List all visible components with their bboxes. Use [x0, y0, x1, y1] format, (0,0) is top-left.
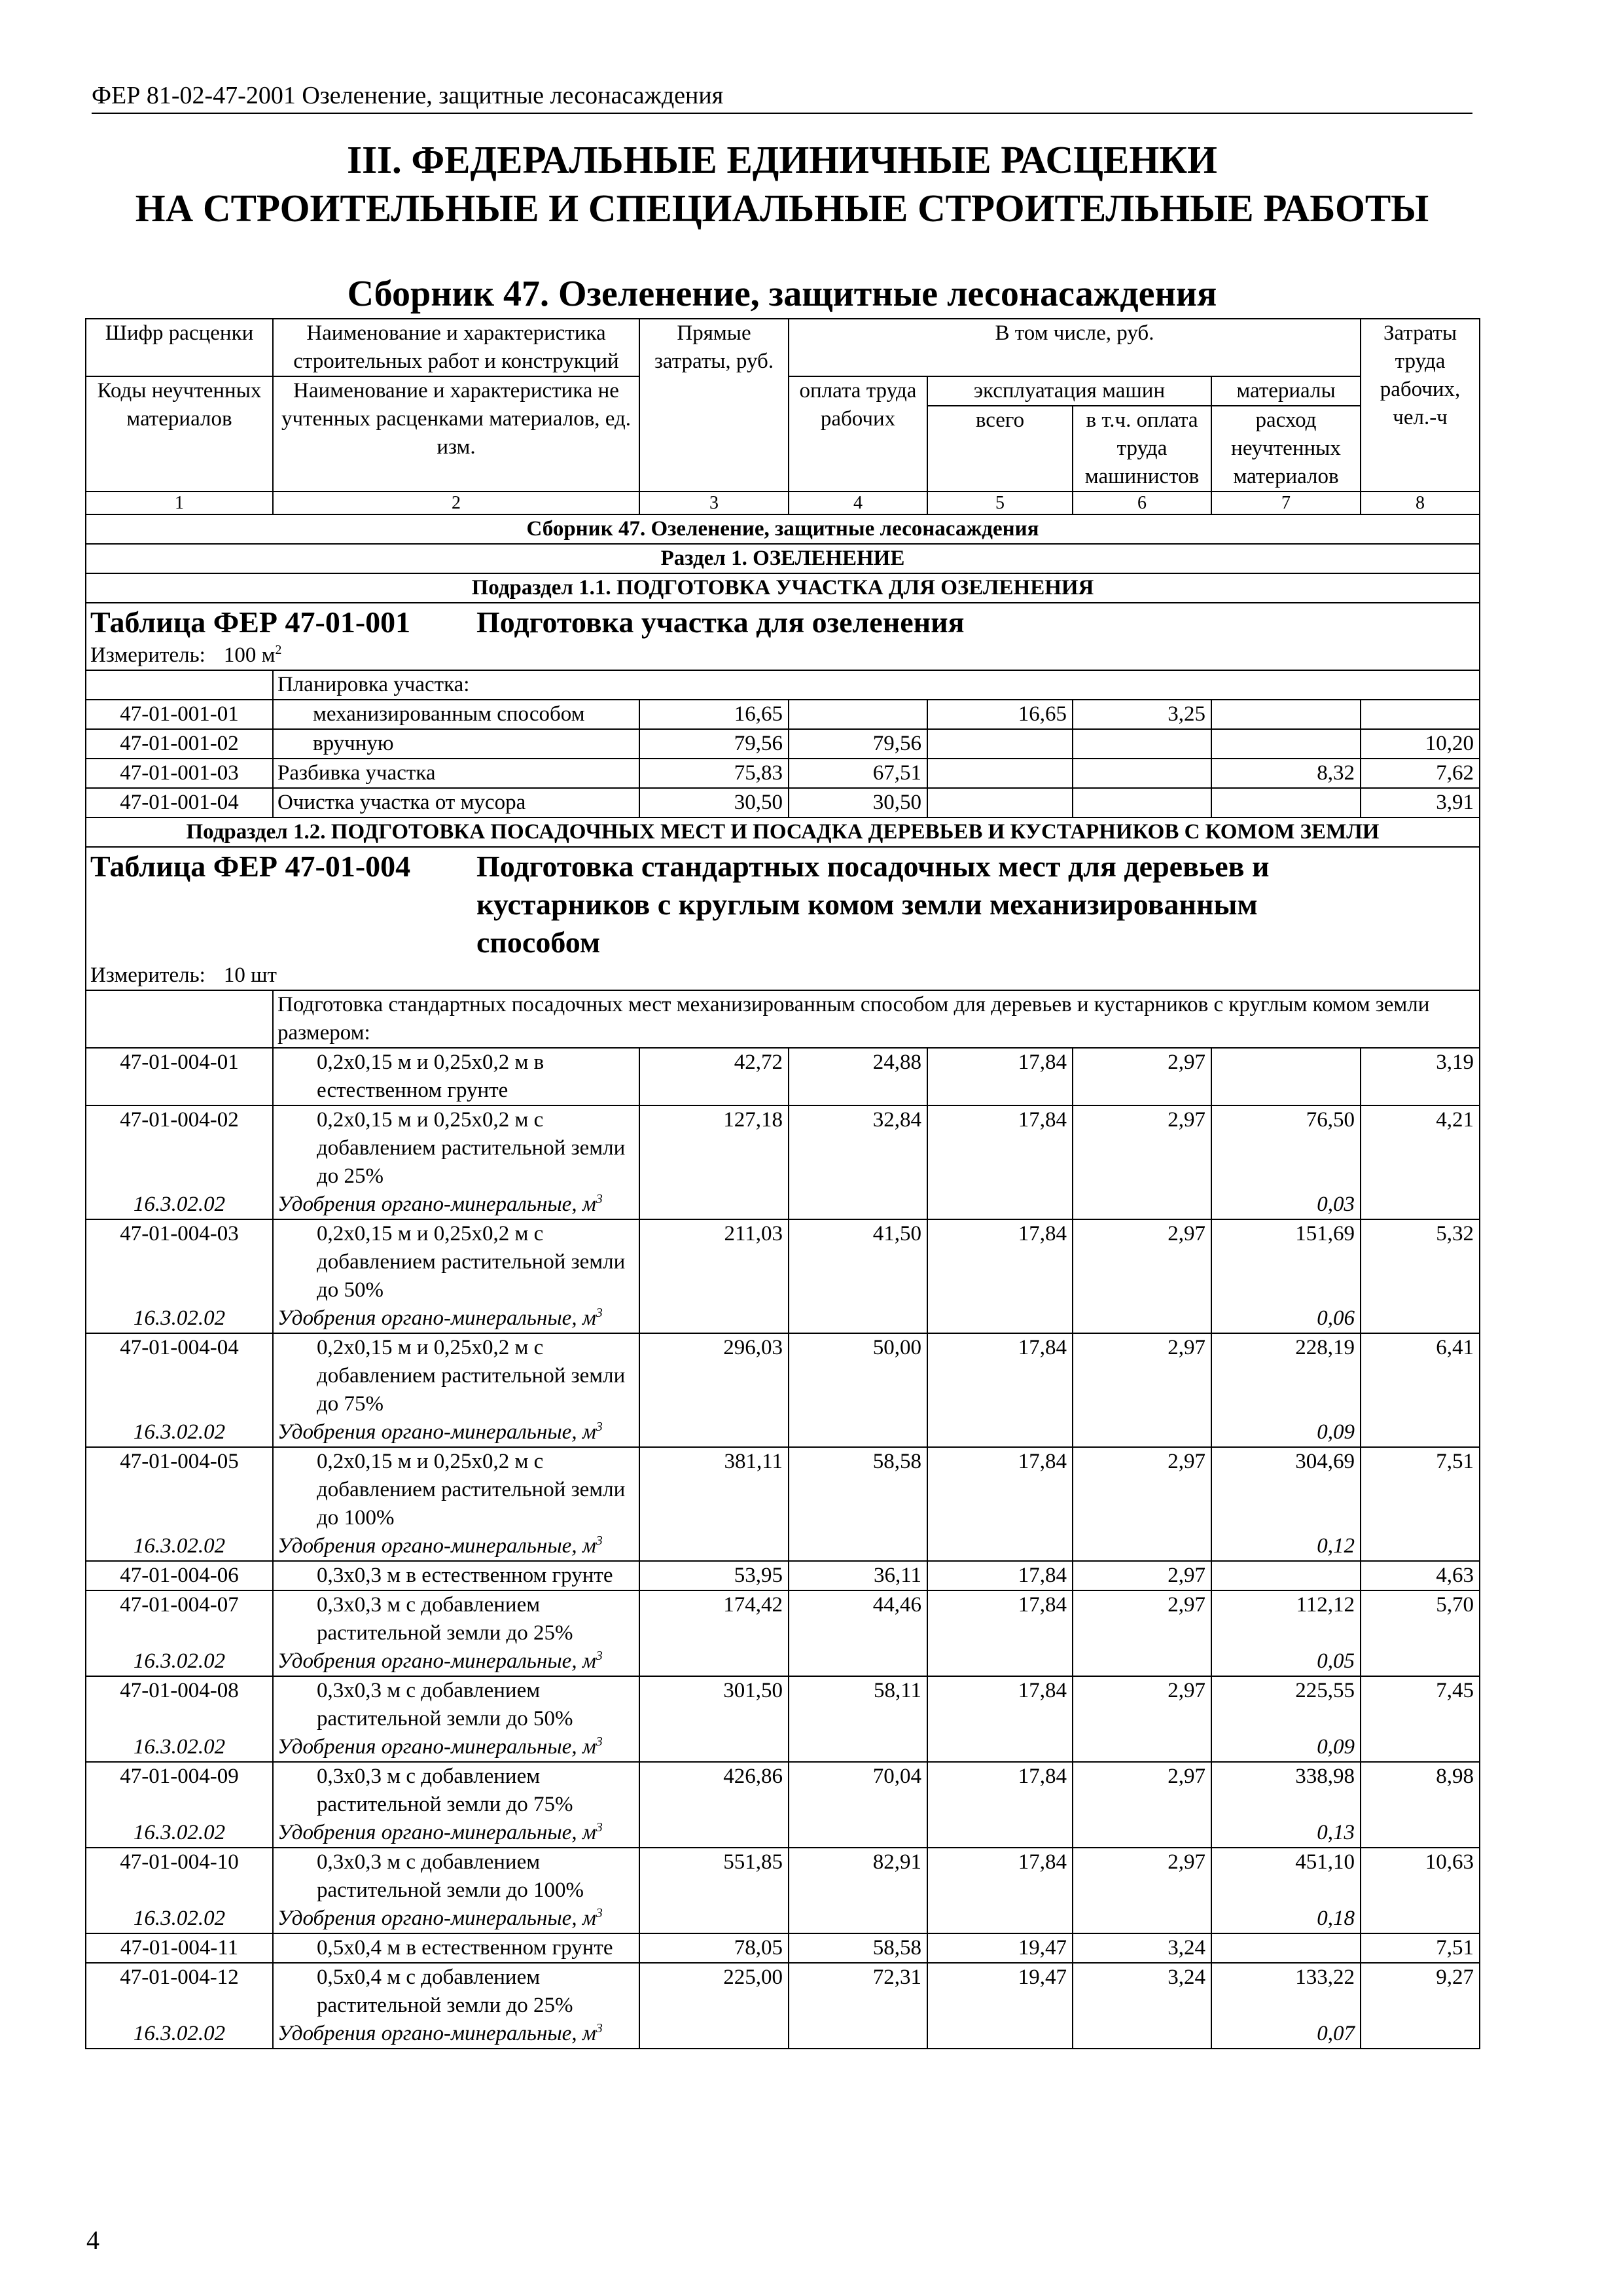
value-c8: 10,63 [1361, 1848, 1480, 1905]
work-name: 0,2х0,15 м и 0,25х0,2 м с добавлением растительной земли до 50% [273, 1219, 639, 1304]
column-number: 2 [273, 492, 639, 514]
value-c5: 17,84 [927, 1848, 1073, 1905]
material-unit-sup: 3 [596, 1192, 603, 1206]
empty-cell [1361, 1647, 1480, 1676]
table-code: Таблица ФЕР 47-01-004 [90, 850, 411, 883]
material-code: 16.3.02.02 [86, 1819, 273, 1848]
empty-cell [639, 1647, 789, 1676]
material-unit-sup: 3 [596, 1534, 603, 1548]
work-name: 0,2х0,15 м и 0,25х0,2 м в естественном грунте [273, 1048, 639, 1105]
value-c4: 79,56 [789, 729, 927, 759]
empty-cell [639, 1532, 789, 1561]
table-code: Таблица ФЕР 47-01-001 [90, 605, 411, 639]
intro-row [86, 990, 1480, 1048]
meter-unit-sup: 2 [275, 643, 282, 657]
value-c5: 16,65 [927, 700, 1073, 729]
work-name: 0,3х0,3 м с добавлением растительной земли до 75% [273, 1762, 639, 1819]
empty-cell [789, 1532, 927, 1561]
material-name-text: Удобрения органо-минеральные, м [277, 1306, 596, 1330]
rates-table [85, 318, 1480, 2049]
table-row [86, 788, 1480, 817]
meter-value: 10 шт [223, 963, 277, 987]
value-c8: 8,98 [1361, 1762, 1480, 1819]
value-c5: 17,84 [927, 1676, 1073, 1733]
rate-code: 47-01-004-10 [86, 1848, 273, 1905]
material-quantity: 0,07 [1211, 2020, 1361, 2049]
value-c4: 50,00 [789, 1333, 927, 1418]
rate-code: 47-01-004-01 [86, 1048, 273, 1105]
header-labor-costs: Затраты труда рабочих, чел.-ч [1361, 319, 1480, 492]
material-name [273, 1647, 639, 1676]
empty-cell [639, 1304, 789, 1333]
rate-code: 47-01-004-09 [86, 1762, 273, 1819]
material-row [86, 1304, 1480, 1333]
empty-cell [927, 2020, 1073, 2049]
value-c4: 58,58 [789, 1933, 927, 1963]
table-row [86, 1848, 1480, 1905]
value-c6: 3,24 [1073, 1963, 1211, 2020]
value-c7 [1211, 788, 1361, 817]
value-c6: 2,97 [1073, 1048, 1211, 1105]
empty-cell [1073, 1418, 1211, 1447]
material-row [86, 1647, 1480, 1676]
empty-cell [1073, 1733, 1211, 1762]
document-title-line-2: НА СТРОИТЕЛЬНЫЕ И СПЕЦИАЛЬНЫЕ СТРОИТЕЛЬНЫЕ РАБОТЫ [135, 187, 1429, 230]
empty-cell [1361, 1191, 1480, 1219]
empty-cell [1073, 1647, 1211, 1676]
material-name-text: Удобрения органо-минеральные, м [277, 1735, 596, 1759]
value-c3: 225,00 [639, 1963, 789, 2020]
value-c4 [789, 700, 927, 729]
value-c8: 6,41 [1361, 1333, 1480, 1418]
rate-code: 47-01-001-04 [86, 788, 273, 817]
column-number: 6 [1073, 492, 1211, 514]
material-code: 16.3.02.02 [86, 1905, 273, 1933]
material-quantity: 0,18 [1211, 1905, 1361, 1933]
value-c6: 2,97 [1073, 1561, 1211, 1590]
value-c3: 301,50 [639, 1676, 789, 1733]
rate-code: 47-01-004-11 [86, 1933, 273, 1963]
value-c5: 17,84 [927, 1762, 1073, 1819]
table-intro: Планировка участка: [273, 670, 1480, 700]
empty-cell [1073, 2020, 1211, 2049]
rate-code: 47-01-004-02 [86, 1105, 273, 1191]
subsection-title: Подраздел 1.2. ПОДГОТОВКА ПОСАДОЧНЫХ МЕСТ И ПОСАДКА ДЕРЕВЬЕВ И КУСТАРНИКОВ С КОМОМ ЗЕМЛИ [86, 817, 1480, 847]
value-c5 [927, 759, 1073, 788]
value-c4: 67,51 [789, 759, 927, 788]
empty-cell [1361, 1532, 1480, 1561]
table-row [86, 729, 1480, 759]
work-name: Разбивка участка [273, 759, 639, 788]
empty-cell [789, 1304, 927, 1333]
table-row [86, 1219, 1480, 1304]
material-name [273, 1905, 639, 1933]
header-including: В том числе, руб. [789, 319, 1361, 376]
value-c5: 17,84 [927, 1561, 1073, 1590]
material-code: 16.3.02.02 [86, 1647, 273, 1676]
table-heading-row [86, 603, 1480, 641]
rate-code: 47-01-001-02 [86, 729, 273, 759]
work-name: 0,3х0,3 м в естественном грунте [273, 1561, 639, 1590]
empty-cell [789, 1418, 927, 1447]
material-name-text: Удобрения органо-минеральные, м [277, 1907, 596, 1930]
value-c5: 17,84 [927, 1447, 1073, 1532]
value-c8: 7,51 [1361, 1933, 1480, 1963]
value-c7 [1211, 1561, 1361, 1590]
rate-code: 47-01-001-03 [86, 759, 273, 788]
value-c7 [1211, 1933, 1361, 1963]
empty-cell [789, 1647, 927, 1676]
value-c7: 451,10 [1211, 1848, 1361, 1905]
rate-code: 47-01-001-01 [86, 700, 273, 729]
material-row [86, 1733, 1480, 1762]
value-c5: 17,84 [927, 1105, 1073, 1191]
empty-cell [789, 1191, 927, 1219]
empty-cell [927, 1191, 1073, 1219]
empty-cell [789, 2020, 927, 2049]
value-c7: 304,69 [1211, 1447, 1361, 1532]
empty-cell [1361, 2020, 1480, 2049]
header-unaccounted-codes: Коды неучтенных материалов [86, 376, 273, 492]
material-unit-sup: 3 [596, 1734, 603, 1749]
value-c7: 8,32 [1211, 759, 1361, 788]
value-c8: 4,63 [1361, 1561, 1480, 1590]
column-numbers-row [86, 492, 1480, 514]
empty-cell [927, 1905, 1073, 1933]
value-c4: 72,31 [789, 1963, 927, 2020]
value-c6: 2,97 [1073, 1848, 1211, 1905]
material-name [273, 1191, 639, 1219]
value-c5: 17,84 [927, 1333, 1073, 1418]
column-number: 3 [639, 492, 789, 514]
empty-cell [927, 1418, 1073, 1447]
table-intro: Подготовка стандартных посадочных мест механизированным способом для деревьев и кустарников с круглым комом земли размером: [273, 990, 1480, 1048]
work-name: Очистка участка от мусора [273, 788, 639, 817]
value-c6: 3,25 [1073, 700, 1211, 729]
material-name [273, 1819, 639, 1848]
table-row [86, 1933, 1480, 1963]
rate-code: 47-01-004-03 [86, 1219, 273, 1304]
value-c4: 30,50 [789, 788, 927, 817]
value-c6 [1073, 729, 1211, 759]
value-c3: 75,83 [639, 759, 789, 788]
empty-cell [927, 1819, 1073, 1848]
value-c5: 17,84 [927, 1048, 1073, 1105]
column-number: 7 [1211, 492, 1361, 514]
subsection-row [86, 573, 1480, 603]
empty-cell [927, 1532, 1073, 1561]
material-name [273, 1532, 639, 1561]
material-code: 16.3.02.02 [86, 1191, 273, 1219]
collection-title: Сборник 47. Озеленение, защитные лесонасаждения [86, 514, 1480, 544]
table-row [86, 1048, 1480, 1105]
value-c8 [1361, 700, 1480, 729]
empty-cell [639, 1191, 789, 1219]
value-c3: 127,18 [639, 1105, 789, 1191]
header-machines-labor: в т.ч. оплата труда машинистов [1073, 406, 1211, 492]
value-c4: 82,91 [789, 1848, 927, 1905]
value-c8: 7,45 [1361, 1676, 1480, 1733]
work-name: вручную [273, 729, 639, 759]
table-row [86, 1590, 1480, 1647]
header-code: Шифр расценки [86, 319, 273, 376]
value-c6: 2,97 [1073, 1676, 1211, 1733]
table-title: Подготовка участка для озеленения [476, 605, 965, 639]
value-c3: 30,50 [639, 788, 789, 817]
table-row [86, 700, 1480, 729]
empty-cell [1073, 1304, 1211, 1333]
value-c8: 4,21 [1361, 1105, 1480, 1191]
value-c3: 42,72 [639, 1048, 789, 1105]
empty-cell [789, 1905, 927, 1933]
rate-code: 47-01-004-06 [86, 1561, 273, 1590]
empty-cell [1361, 1905, 1480, 1933]
subsection-row [86, 817, 1480, 847]
value-c7 [1211, 700, 1361, 729]
material-name-text: Удобрения органо-минеральные, м [277, 1649, 596, 1673]
material-name [273, 1304, 639, 1333]
value-c3: 551,85 [639, 1848, 789, 1905]
meter-row [86, 961, 1480, 990]
meter-label: Измеритель: [90, 963, 205, 987]
material-unit-sup: 3 [596, 1820, 603, 1835]
value-c3: 53,95 [639, 1561, 789, 1590]
intro-row [86, 670, 1480, 700]
header-machines: эксплуатация машин [927, 376, 1211, 406]
empty-cell [1073, 1532, 1211, 1561]
value-c3: 16,65 [639, 700, 789, 729]
collection-row [86, 514, 1480, 544]
subsection-title: Подраздел 1.1. ПОДГОТОВКА УЧАСТКА ДЛЯ ОЗЕЛЕНЕНИЯ [86, 573, 1480, 603]
material-quantity: 0,03 [1211, 1191, 1361, 1219]
running-header: ФЕР 81-02-47-2001 Озеленение, защитные лесонасаждения [92, 81, 1472, 114]
empty-cell [1073, 1905, 1211, 1933]
value-c6 [1073, 759, 1211, 788]
empty-cell [639, 1418, 789, 1447]
value-c8: 5,70 [1361, 1590, 1480, 1647]
material-quantity: 0,09 [1211, 1418, 1361, 1447]
work-name: 0,2х0,15 м и 0,25х0,2 м с добавлением растительной земли до 75% [273, 1333, 639, 1418]
material-unit-sup: 3 [596, 1649, 603, 1663]
value-c3: 426,86 [639, 1762, 789, 1819]
value-c4: 32,84 [789, 1105, 927, 1191]
value-c7: 225,55 [1211, 1676, 1361, 1733]
material-quantity: 0,12 [1211, 1532, 1361, 1561]
empty-cell [789, 1819, 927, 1848]
material-name [273, 1418, 639, 1447]
value-c6: 2,97 [1073, 1219, 1211, 1304]
value-c4: 44,46 [789, 1590, 927, 1647]
value-c8: 7,51 [1361, 1447, 1480, 1532]
material-row [86, 1418, 1480, 1447]
column-number: 4 [789, 492, 927, 514]
material-unit-sup: 3 [596, 2021, 603, 2036]
value-c4: 24,88 [789, 1048, 927, 1105]
work-name: 0,5х0,4 м с добавлением растительной земли до 25% [273, 1963, 639, 2020]
header-name: Наименование и характеристика строительных работ и конструкций [273, 319, 639, 376]
collection-heading: Сборник 47. Озеленение, защитные лесонасаждения [347, 274, 1217, 314]
header-materials: материалы [1211, 376, 1361, 406]
material-name-text: Удобрения органо-минеральные, м [277, 1821, 596, 1844]
empty-cell [927, 1647, 1073, 1676]
value-c3: 78,05 [639, 1933, 789, 1963]
work-name: 0,3х0,3 м с добавлением растительной земли до 25% [273, 1590, 639, 1647]
value-c6: 3,24 [1073, 1933, 1211, 1963]
material-name-text: Удобрения органо-минеральные, м [277, 1420, 596, 1444]
empty-cell [927, 1733, 1073, 1762]
table-row [86, 1333, 1480, 1418]
table-row [86, 759, 1480, 788]
value-c3: 211,03 [639, 1219, 789, 1304]
rate-code: 47-01-004-12 [86, 1963, 273, 2020]
meter-value: 100 м [223, 643, 276, 667]
column-number: 5 [927, 492, 1073, 514]
rate-code: 47-01-004-08 [86, 1676, 273, 1733]
value-c7 [1211, 729, 1361, 759]
page-number: 4 [86, 2225, 99, 2255]
material-code: 16.3.02.02 [86, 2020, 273, 2049]
value-c5 [927, 729, 1073, 759]
rate-code: 47-01-004-05 [86, 1447, 273, 1532]
empty-cell [1073, 1819, 1211, 1848]
empty-cell [1361, 1819, 1480, 1848]
empty-cell [789, 1733, 927, 1762]
material-row [86, 1532, 1480, 1561]
material-unit-sup: 3 [596, 1906, 603, 1920]
table-heading-row [86, 847, 1480, 961]
material-unit-sup: 3 [596, 1420, 603, 1434]
material-name-text: Удобрения органо-минеральные, м [277, 2022, 596, 2045]
value-c5 [927, 788, 1073, 817]
header-labor-pay: оплата труда рабочих [789, 376, 927, 492]
material-name [273, 2020, 639, 2049]
value-c5: 19,47 [927, 1963, 1073, 2020]
empty-cell [1361, 1304, 1480, 1333]
value-c4: 36,11 [789, 1561, 927, 1590]
material-quantity: 0,09 [1211, 1733, 1361, 1762]
meter-label: Измеритель: [90, 643, 205, 667]
value-c3: 296,03 [639, 1333, 789, 1418]
table-row [86, 1762, 1480, 1819]
value-c4: 58,58 [789, 1447, 927, 1532]
value-c8: 3,19 [1361, 1048, 1480, 1105]
empty-cell [639, 1819, 789, 1848]
value-c7: 151,69 [1211, 1219, 1361, 1304]
work-name: 0,3х0,3 м с добавлением растительной земли до 50% [273, 1676, 639, 1733]
header-materials-use: расход неучтенных материалов [1211, 406, 1361, 492]
meter-row [86, 641, 1480, 670]
material-name-text: Удобрения органо-минеральные, м [277, 1193, 596, 1216]
value-c7: 338,98 [1211, 1762, 1361, 1819]
value-c6: 2,97 [1073, 1590, 1211, 1647]
material-name-text: Удобрения органо-минеральные, м [277, 1534, 596, 1558]
table-row [86, 1676, 1480, 1733]
empty-cell [639, 1905, 789, 1933]
header-row-1 [86, 319, 1480, 376]
table-row [86, 1447, 1480, 1532]
value-c6: 2,97 [1073, 1333, 1211, 1418]
value-c3: 79,56 [639, 729, 789, 759]
value-c6: 2,97 [1073, 1447, 1211, 1532]
material-row [86, 1819, 1480, 1848]
table-title: Подготовка стандартных посадочных мест для деревьев и кустарников с круглым комом земли механизированным способом [476, 850, 1270, 959]
material-code: 16.3.02.02 [86, 1733, 273, 1762]
work-name: 0,2х0,15 м и 0,25х0,2 м с добавлением растительной земли до 25% [273, 1105, 639, 1191]
work-name: 0,2х0,15 м и 0,25х0,2 м с добавлением растительной земли до 100% [273, 1447, 639, 1532]
material-quantity: 0,05 [1211, 1647, 1361, 1676]
value-c7: 133,22 [1211, 1963, 1361, 2020]
value-c6: 2,97 [1073, 1105, 1211, 1191]
value-c8: 3,91 [1361, 788, 1480, 817]
material-name [273, 1733, 639, 1762]
value-c5: 19,47 [927, 1933, 1073, 1963]
material-code: 16.3.02.02 [86, 1304, 273, 1333]
value-c4: 58,11 [789, 1676, 927, 1733]
section-row [86, 544, 1480, 573]
value-c8: 7,62 [1361, 759, 1480, 788]
material-quantity: 0,06 [1211, 1304, 1361, 1333]
material-row [86, 1905, 1480, 1933]
column-number: 1 [86, 492, 273, 514]
value-c7: 76,50 [1211, 1105, 1361, 1191]
empty-cell [1073, 1191, 1211, 1219]
material-row [86, 2020, 1480, 2049]
value-c8: 5,32 [1361, 1219, 1480, 1304]
value-c6: 2,97 [1073, 1762, 1211, 1819]
document-title-line-1: III. ФЕДЕРАЛЬНЫЕ ЕДИНИЧНЫЕ РАСЦЕНКИ [347, 138, 1217, 181]
value-c6 [1073, 788, 1211, 817]
table-row [86, 1561, 1480, 1590]
rate-code: 47-01-004-07 [86, 1590, 273, 1647]
empty-cell [639, 2020, 789, 2049]
empty-cell [927, 1304, 1073, 1333]
table-row [86, 1105, 1480, 1191]
header-unaccounted-name: Наименование и характеристика не учтенных расценками материалов, ед. изм. [273, 376, 639, 492]
header-machines-total: всего [927, 406, 1073, 492]
value-c5: 17,84 [927, 1590, 1073, 1647]
value-c5: 17,84 [927, 1219, 1073, 1304]
work-name: 0,3х0,3 м с добавлением растительной земли до 100% [273, 1848, 639, 1905]
header-direct-costs: Прямые затраты, руб. [639, 319, 789, 492]
rate-code: 47-01-004-04 [86, 1333, 273, 1418]
value-c7: 228,19 [1211, 1333, 1361, 1418]
table-row [86, 1963, 1480, 2020]
work-name: 0,5х0,4 м в естественном грунте [273, 1933, 639, 1963]
value-c3: 381,11 [639, 1447, 789, 1532]
empty-cell [1361, 1418, 1480, 1447]
value-c8: 9,27 [1361, 1963, 1480, 2020]
value-c7: 112,12 [1211, 1590, 1361, 1647]
value-c8: 10,20 [1361, 729, 1480, 759]
empty-cell [1361, 1733, 1480, 1762]
value-c7 [1211, 1048, 1361, 1105]
value-c3: 174,42 [639, 1590, 789, 1647]
empty-cell [639, 1733, 789, 1762]
section-title: Раздел 1. ОЗЕЛЕНЕНИЕ [86, 544, 1480, 573]
column-number: 8 [1361, 492, 1480, 514]
material-code: 16.3.02.02 [86, 1418, 273, 1447]
work-name: механизированным способом [273, 700, 639, 729]
material-unit-sup: 3 [596, 1306, 603, 1320]
material-code: 16.3.02.02 [86, 1532, 273, 1561]
value-c4: 41,50 [789, 1219, 927, 1304]
value-c4: 70,04 [789, 1762, 927, 1819]
material-quantity: 0,13 [1211, 1819, 1361, 1848]
material-row [86, 1191, 1480, 1219]
